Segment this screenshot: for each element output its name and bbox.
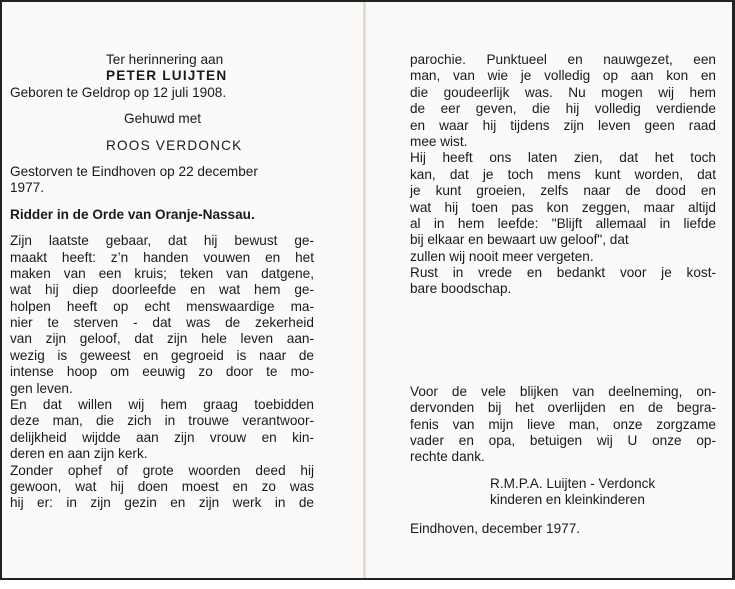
page-margin-bottom bbox=[0, 580, 735, 589]
text-line: parochie. Punktueel en nauwgezet, een bbox=[410, 52, 716, 67]
text-line: en waar hij tijdens zijn leven geen raad bbox=[410, 117, 716, 133]
text-line: vader en opa, betuigen wij U onze op- bbox=[410, 433, 716, 449]
text-line: Zijn laatste gebaar, dat hij bewust ge- bbox=[10, 233, 314, 249]
text-line: deren en aan zijn kerk. bbox=[10, 446, 148, 462]
text-line: dervonden bij het overlijden en de begra- bbox=[410, 400, 716, 416]
card-border-left bbox=[0, 0, 2, 580]
card-fold bbox=[363, 2, 366, 578]
text-line: intense hoop om eeuwig zo door te mo- bbox=[10, 364, 314, 380]
text-line: En dat willen wij hem graag toebidden bbox=[10, 397, 314, 413]
text-line: holpen heeft op echt menswaardige ma- bbox=[10, 298, 314, 314]
text-line: mee wist. bbox=[410, 133, 468, 149]
left-body-text bbox=[10, 233, 314, 512]
text-line: Rust in vrede en bedankt voor je kost- bbox=[410, 265, 716, 281]
text-line: gewoon, wat hij doen moest en zo was bbox=[10, 478, 314, 494]
death-line-1: Gestorven te Eindhoven op 22 december bbox=[10, 163, 258, 179]
left-page bbox=[10, 52, 314, 512]
text-line: kan, dat je toch mens kunt worden, dat bbox=[410, 166, 716, 182]
text-line: al in hem leefde: "Blijft allemaal in liefde bbox=[410, 215, 716, 231]
thanks-text bbox=[410, 384, 716, 466]
text-line: Zonder ophef of grote woorden deed hij bbox=[10, 462, 314, 478]
right-body-text bbox=[410, 52, 716, 298]
signature-name: R.M.P.A. Luijten - Verdonck bbox=[490, 475, 656, 491]
text-line: je kunt groeien, zelfs naar de dood en bbox=[410, 183, 716, 199]
intro-text: Ter herinnering aan bbox=[106, 52, 224, 67]
text-line: die goudeerlijk was. Nu mogen wij hem bbox=[410, 84, 716, 100]
text-line: rechte dank. bbox=[410, 449, 485, 465]
death-line-2: 1977. bbox=[10, 180, 45, 196]
text-line: fenis van mijn lieve man, onze zorgzame bbox=[410, 416, 716, 432]
text-line: zullen wij nooit meer vergeten. bbox=[410, 248, 594, 264]
text-line: bij elkaar en bewaart uw geloof", dat bbox=[410, 232, 629, 248]
text-line: hij er: in zijn gezin en zijn werk in de bbox=[10, 495, 314, 511]
honor-title: Ridder in de Orde van Oranje-Nassau. bbox=[10, 206, 255, 222]
text-line: bare boodschap. bbox=[410, 281, 512, 297]
text-line: van zijn geloof, dat zijn hele leven aan- bbox=[10, 331, 314, 347]
text-line: maakt heeft: z’n handen vouwen en het bbox=[10, 249, 314, 265]
card-border-top bbox=[0, 0, 735, 2]
text-line: man, van wie je volledig op aan kon en bbox=[410, 68, 716, 84]
place-date: Eindhoven, december 1977. bbox=[410, 520, 581, 536]
text-line: Hij heeft ons laten zien, dat het toch bbox=[410, 150, 716, 166]
text-line: wat hij toen pas kon zeggen, maar altijd bbox=[410, 199, 716, 215]
signature-family: kinderen en kleinkinderen bbox=[490, 492, 645, 508]
spouse-name: ROOS VERDONCK bbox=[106, 137, 243, 153]
text-line: gen leven. bbox=[10, 380, 73, 396]
text-line: de eer geven, die hij volledig verdiende bbox=[410, 101, 716, 117]
text-line: deze man, die zich in trouwe verantwoor- bbox=[10, 413, 314, 429]
birth-line: Geboren te Geldrop op 12 juli 1908. bbox=[10, 84, 227, 100]
text-line: wezig is geweest en gegroeid is naar de bbox=[10, 347, 314, 363]
text-line: Voor de vele blijken van deelneming, on- bbox=[410, 383, 716, 399]
text-line: maken van een kruis; teken van datgene, bbox=[10, 265, 314, 281]
right-page bbox=[410, 52, 716, 537]
deceased-name: PETER LUIJTEN bbox=[106, 68, 228, 84]
text-line: wat hij diep doorleefde en wat hem ge- bbox=[10, 282, 314, 298]
text-line: delijkheid wijdde aan zijn vrouw en kin- bbox=[10, 429, 314, 445]
married-label: Gehuwd met bbox=[124, 111, 202, 127]
text-line: nier te sterven - dat was de zekerheid bbox=[10, 315, 314, 331]
